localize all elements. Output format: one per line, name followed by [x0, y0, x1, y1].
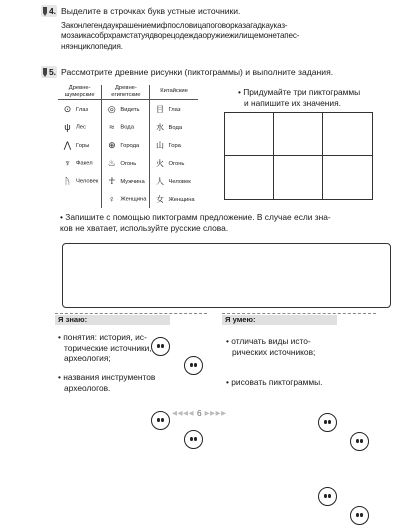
page-number: 6 — [197, 408, 202, 418]
smiley-face-icon[interactable] — [350, 506, 369, 525]
pictogram-label: Глаз — [76, 106, 89, 113]
task-4-header — [41, 5, 240, 17]
pictogram-table — [58, 85, 198, 208]
pictogram-label: Лес — [76, 124, 86, 131]
pictogram-row — [58, 100, 198, 119]
drawing-cell[interactable] — [274, 113, 323, 156]
pictogram-cell — [58, 118, 102, 136]
pictogram-cell — [58, 172, 102, 190]
pictogram-label: Мужчина — [120, 178, 145, 185]
pictogram-table-wrap — [58, 85, 198, 208]
can-item-pictograms — [226, 377, 336, 388]
divider — [222, 313, 376, 314]
sentence-answer-box[interactable] — [62, 243, 391, 308]
pictogram-cell — [102, 136, 150, 154]
task-5-number: 5. — [48, 67, 57, 77]
pictogram-label: Города — [120, 142, 140, 149]
pictogram-cell — [58, 100, 102, 119]
pencil-icon — [42, 68, 48, 77]
draw-prompt-line: и напишите их значения. — [244, 98, 341, 108]
pictogram-row — [58, 190, 198, 208]
pictogram-cell — [102, 172, 150, 190]
sentence-prompt-line: ков не хватает, используйте русские слова. — [60, 223, 229, 233]
pictogram-label: Горы — [76, 142, 90, 149]
man-pictogram-icon: ᚤ — [64, 176, 71, 186]
pictogram-cell — [102, 118, 150, 136]
left-arrows-icon: ◀◀◀◀ — [172, 410, 194, 417]
pictogram-label: Человек — [76, 178, 99, 185]
pictogram-label: Огонь — [168, 160, 185, 167]
pictogram-label: Глаз — [168, 106, 181, 113]
task-4-number: 4. — [48, 6, 57, 16]
task-4-badge — [41, 5, 57, 17]
torch-pictogram-icon: ♆ — [64, 158, 71, 168]
woman-pictogram-icon: ♀ — [108, 194, 116, 204]
pictogram-label: Женщина — [168, 196, 195, 203]
mountains-pictogram-icon: ⋀ — [63, 139, 72, 150]
task-4-instruction: Выделите в строчках букв устные источники. — [61, 6, 241, 16]
pencil-icon — [42, 7, 48, 16]
water-pictogram-icon: 水 — [155, 122, 164, 132]
pictogram-row — [58, 154, 198, 172]
pictogram-label: Вода — [120, 124, 134, 131]
smiley-face-icon[interactable] — [184, 430, 203, 449]
pictogram-cell — [150, 190, 198, 208]
letter-line: Законлегендаукрашениемифпословицапоговорказагадкауказ- — [61, 21, 288, 30]
man-pictogram-icon: ☥ — [108, 175, 116, 186]
fire-pictogram-icon: 火 — [155, 158, 164, 168]
pictogram-label: Огонь — [120, 160, 137, 167]
smiley-face-icon[interactable] — [151, 411, 170, 430]
draw-prompt-line: • Придумайте три пиктограммы — [238, 87, 361, 97]
drawing-cell[interactable] — [323, 113, 372, 156]
smiley-face-icon[interactable] — [318, 413, 337, 432]
sentence-prompt-line: • Запишите с помощью пиктограмм предложение. В случае если зна- — [60, 212, 331, 222]
drawing-cell[interactable] — [274, 156, 323, 199]
know-item-line: • понятия: история, ис- — [58, 332, 147, 342]
pictogram-cell — [150, 118, 198, 136]
pictogram-label: Гора — [168, 142, 181, 149]
pictogram-cell — [150, 154, 198, 172]
eye-pictogram-icon: ◎ — [107, 103, 116, 114]
pictogram-label: Видеть — [120, 106, 140, 113]
forest-pictogram-icon: ψ — [64, 122, 71, 132]
i-can-title: Я умею: — [222, 315, 337, 325]
draw-prompt — [238, 87, 360, 109]
can-item-line: рических источников; — [232, 346, 316, 357]
task-5-header — [41, 66, 333, 78]
eye-pictogram-icon: 目 — [155, 104, 164, 114]
drawing-cell[interactable] — [225, 156, 274, 199]
page-footer — [172, 408, 227, 418]
smiley-face-icon[interactable] — [350, 432, 369, 451]
know-item-line: торические источники, — [64, 342, 152, 353]
pictogram-row — [58, 118, 198, 136]
eye-pictogram-icon: ⊙ — [63, 103, 72, 114]
pictogram-cell — [150, 100, 198, 119]
pictogram-drawing-grid[interactable] — [224, 112, 373, 200]
column-header-chinese: Китайские — [150, 85, 198, 100]
pictogram-row — [58, 172, 198, 190]
know-item-tools — [58, 372, 168, 393]
pictogram-cell — [102, 154, 150, 172]
man-pictogram-icon: 人 — [155, 176, 164, 186]
know-item-line: • названия инструментов — [58, 372, 156, 382]
mountain-pictogram-icon: 山 — [155, 140, 164, 150]
city-pictogram-icon: ⊕ — [108, 139, 116, 150]
drawing-cell[interactable] — [225, 113, 274, 156]
pictogram-cell — [150, 136, 198, 154]
can-item-line: • отличать виды исто- — [226, 336, 311, 346]
pictogram-table-body — [58, 100, 198, 209]
letter-lines — [61, 21, 393, 52]
column-header-egyptian: Древне- египетские — [102, 85, 150, 100]
pictogram-label: Человек — [168, 178, 191, 185]
smiley-face-icon[interactable] — [318, 487, 337, 506]
letter-line: мозаикасобрхрамстатуядворецодеждаоружиежилищемонетапес- — [61, 31, 300, 41]
pictogram-row — [58, 136, 198, 154]
know-item-line: археология; — [64, 353, 111, 363]
can-item-source-types — [226, 336, 336, 357]
divider — [55, 313, 207, 314]
task-5-badge — [41, 66, 57, 78]
pictogram-cell — [102, 100, 150, 119]
can-item-line: • рисовать пиктограммы. — [226, 377, 323, 387]
task-5-instruction: Рассмотрите древние рисунки (пиктограммы) и выполните задания. — [61, 67, 334, 77]
pictogram-label: Женщина — [120, 196, 147, 203]
drawing-cell[interactable] — [323, 156, 372, 199]
pictogram-cell — [150, 172, 198, 190]
column-header-sumerian: Древне- шумерские — [58, 85, 102, 100]
pictogram-label: Вода — [168, 124, 183, 131]
pictogram-label: Факел — [76, 160, 93, 167]
right-arrows-icon: ▶▶▶▶ — [204, 410, 227, 417]
fire-pictogram-icon: ♨ — [107, 157, 116, 168]
sentence-prompt — [60, 212, 390, 234]
smiley-face-icon[interactable] — [151, 337, 170, 356]
pictogram-cell — [102, 190, 150, 208]
i-know-title: Я знаю: — [55, 315, 170, 325]
pictogram-cell — [58, 190, 102, 208]
woman-pictogram-icon: 女 — [155, 194, 164, 204]
water-pictogram-icon: ≈ — [109, 122, 115, 132]
letter-line: няэнциклопедия. — [61, 41, 123, 51]
pictogram-cell — [58, 136, 102, 154]
know-item-line: археологов. — [64, 382, 111, 393]
pictogram-cell — [58, 154, 102, 172]
smiley-face-icon[interactable] — [184, 356, 203, 375]
